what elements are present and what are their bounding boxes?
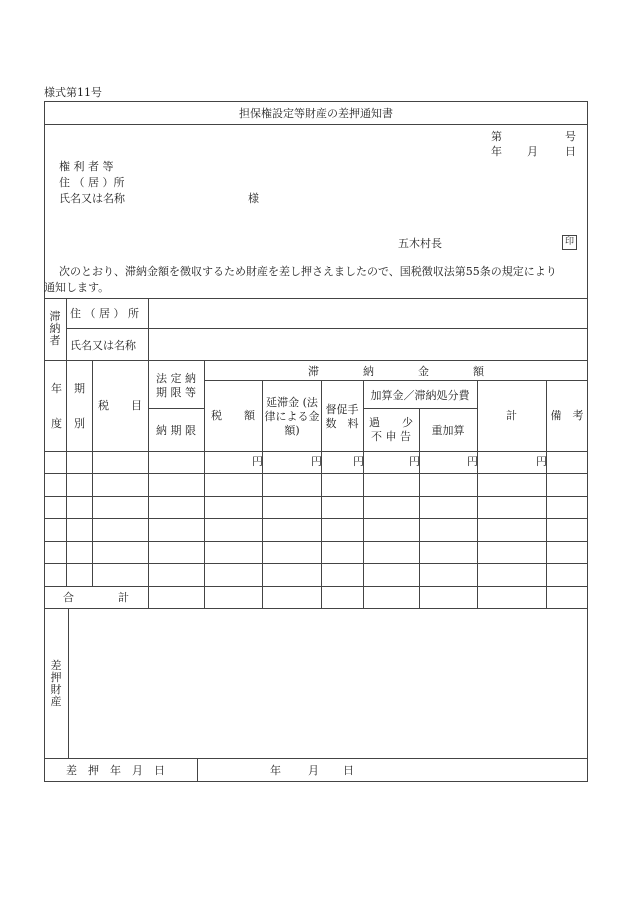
rule (262, 380, 263, 608)
date-year: 年 (491, 145, 502, 158)
header-statutory-due: 法 定 納 期 限 等 (156, 372, 196, 399)
header-year-bottom: 度 (51, 417, 62, 430)
yen-unit: 円 (252, 455, 263, 468)
seizure-date-month: 月 (308, 764, 319, 777)
date-day: 日 (565, 145, 576, 158)
header-tax-amount: 税 額 (211, 409, 255, 422)
header-dunning-fee: 督促手 数 料 (325, 403, 359, 430)
rule (44, 473, 588, 474)
seized-property-label: 差押財産 (50, 659, 62, 708)
issuer-name: 五木村長 (398, 237, 442, 250)
rule (44, 451, 588, 452)
form-number: 様式第11号 (44, 86, 102, 99)
rule (148, 408, 204, 409)
notice-text-line1: 次のとおり、滞納金額を徴収するため財産を差し押さえましたので、国税徴収法第55条の規定により (59, 265, 557, 278)
delinquent-name-label: 氏名又は名称 (70, 339, 136, 352)
header-total: 計 (506, 409, 517, 422)
rule (44, 360, 588, 361)
honorific: 様 (248, 192, 259, 205)
rule (197, 758, 198, 782)
yen-unit: 円 (467, 455, 478, 468)
delinquent-address-label: 住 （ 居 ） 所 (70, 307, 139, 320)
sum-label: 合 計 (63, 591, 129, 604)
delinquent-side-label: 滞納者 (49, 310, 61, 347)
addressee-address-label: 住 （ 居 ）所 (59, 176, 125, 189)
rule (66, 298, 67, 360)
header-heavy-additional: 重加算 (431, 424, 465, 437)
header-remarks: 備 考 (550, 409, 584, 422)
rule (321, 380, 322, 608)
header-under-reporting: 過 少 不 申 告 (369, 416, 413, 443)
rule (44, 563, 588, 564)
yen-unit: 円 (409, 455, 420, 468)
yen-unit: 円 (353, 455, 364, 468)
rule (44, 608, 588, 609)
rule (44, 758, 588, 759)
rights-holder-label: 権 利 者 等 (59, 160, 114, 173)
rule (44, 298, 588, 299)
form-title: 担保権設定等財産の差押通知書 (239, 107, 393, 120)
rule (44, 541, 588, 542)
rule (363, 408, 477, 409)
rule (44, 518, 588, 519)
seizure-date-label: 差 押 年 月 日 (66, 764, 165, 777)
header-tax-item: 税 目 (98, 399, 142, 412)
header-additional-tax: 加算金／滞納処分費 (370, 389, 470, 402)
rule (68, 608, 69, 758)
header-late-charge: 延滞金 (法律による金額) (264, 396, 320, 437)
header-period-top: 期 (74, 382, 85, 395)
addressee-name-label: 氏名又は名称 (59, 192, 125, 205)
rule (44, 586, 588, 587)
rule (148, 360, 149, 608)
header-year-top: 年 (51, 382, 62, 395)
form-frame (44, 101, 588, 782)
rule (204, 380, 588, 381)
seizure-date-year: 年 (270, 764, 281, 777)
rule (204, 360, 205, 608)
rule (363, 380, 364, 608)
rule (419, 408, 420, 608)
header-period-bottom: 別 (74, 417, 85, 430)
seizure-date-day: 日 (343, 764, 354, 777)
doc-number-prefix: 第 (491, 130, 502, 143)
doc-number-suffix: 号 (565, 130, 576, 143)
date-month: 月 (527, 145, 538, 158)
header-delinquent-amount: 滞 納 金 額 (308, 365, 484, 378)
yen-unit: 円 (311, 455, 322, 468)
rule (66, 328, 588, 329)
seal-mark: 印 (562, 235, 577, 250)
rule (148, 298, 149, 360)
rule (44, 124, 588, 125)
yen-unit: 円 (536, 455, 547, 468)
notice-text-line2: 通知します。 (44, 281, 110, 294)
rule (44, 496, 588, 497)
header-due-date: 納 期 限 (156, 424, 196, 437)
